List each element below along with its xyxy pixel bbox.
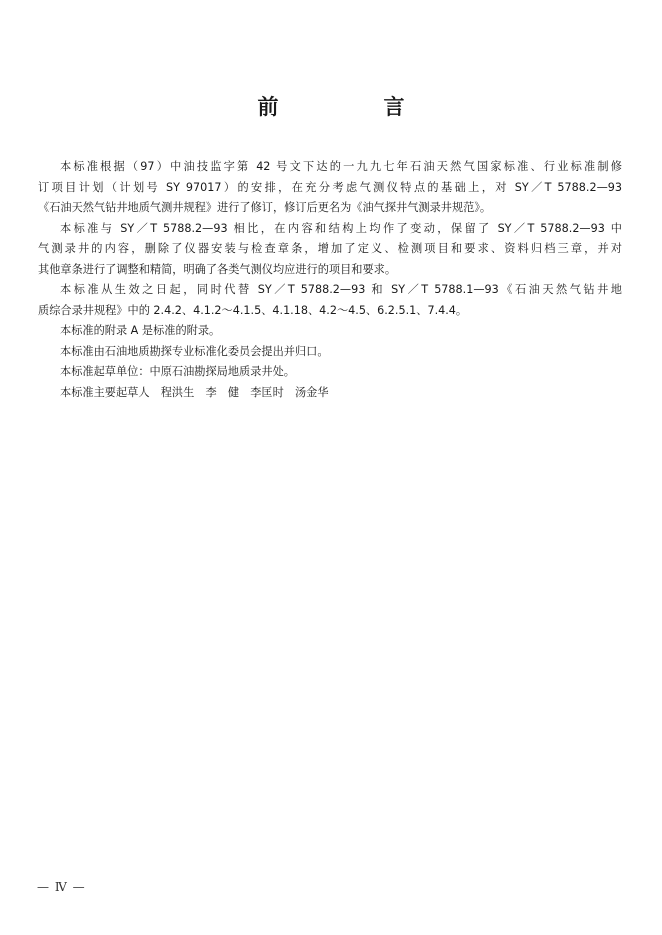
text-line: 其他章条进行了调整和精简，明确了各类气测仪均应进行的项目和要求。 xyxy=(38,262,397,276)
text-line: 本标准由石油地质勘探专业标准化委员会提出并归口。 xyxy=(60,344,329,358)
text-line: 本标准的附录 A 是标准的附录。 xyxy=(60,324,221,337)
text-line: 《石油天然气钻井地质气测井规程》进行了修订，修订后更名为《油气探井气测录井规范》。 xyxy=(38,201,492,214)
paragraph-basis xyxy=(38,157,622,219)
text-line: 本标准根据（97）中油技监字第 42 号文下达的一九九七年石油天然气国家标准、行业标准制修 xyxy=(60,160,622,173)
page-number: — Ⅳ — xyxy=(37,880,86,894)
text-line: 气测录井的内容，删除了仪器安装与检查章条，增加了定义、检测项目和要求、资料归档三章，并对 xyxy=(38,242,622,255)
paragraph-drafters xyxy=(60,383,622,404)
text-line: 本标准起草单位：中原石油勘探局地质录井处。 xyxy=(60,365,295,378)
text-line: 本标准主要起草人 程洪生 李 健 李匡时 汤金华 xyxy=(60,385,329,399)
page-title: 前 言 xyxy=(257,95,447,119)
foreword-body xyxy=(38,157,622,403)
paragraph-appendix xyxy=(60,321,622,342)
text-line: 质综合录井规程》中的 2.4.2、4.1.2～4.1.5、4.1.18、4.2～4.5、6.2.5.1、7.4.4。 xyxy=(38,303,468,317)
text-line: 本标准与 SY／T 5788.2—93 相比，在内容和结构上均作了变动，保留了 SY／T 5788.2—93 中 xyxy=(60,221,622,235)
text-line: 订项目计划（计划号 SY 97017）的安排，在充分考虑气测仪特点的基础上，对 SY／T 5788.2—93 xyxy=(38,180,622,194)
paragraph-comparison xyxy=(38,219,622,281)
paragraph-proposer xyxy=(60,342,622,363)
paragraph-supersedes xyxy=(38,280,622,321)
paragraph-drafting-unit xyxy=(60,362,622,383)
text-line: 本标准从生效之日起，同时代替 SY／T 5788.2—93 和 SY／T 5788.1—93《石油天然气钻井地 xyxy=(60,283,622,296)
